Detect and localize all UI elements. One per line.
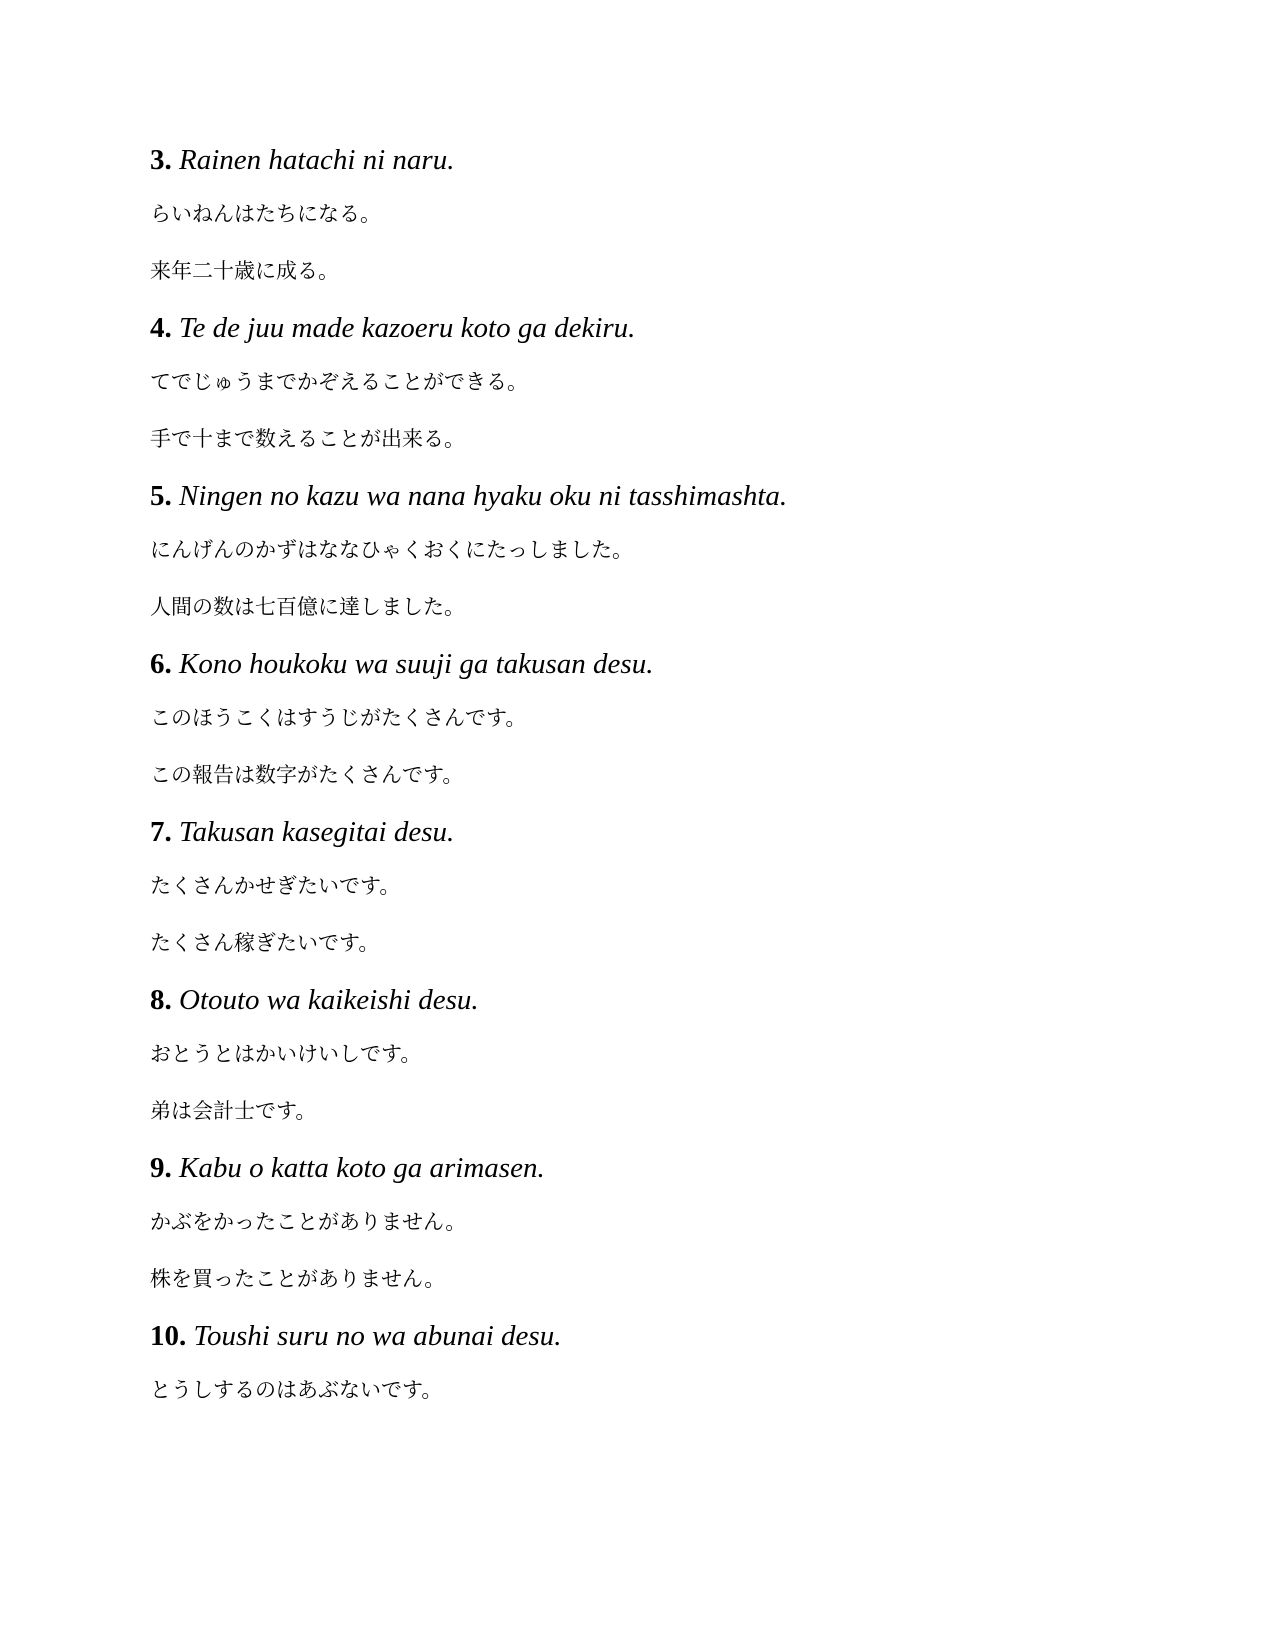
entry-romaji-line bbox=[150, 980, 1150, 1020]
entry-number: 5. bbox=[150, 480, 172, 512]
entry-kanji: この報告は数字がたくさんです。 bbox=[150, 763, 464, 787]
entry-kana: にんげんのかずはななひゃくおくにたっしました。 bbox=[150, 538, 633, 562]
entry-kana: おとうとはかいけいしです。 bbox=[150, 1042, 422, 1066]
entry-romaji: Takusan kasegitai desu. bbox=[179, 816, 455, 848]
entry-number: 7. bbox=[150, 816, 172, 848]
entry-romaji: Toushi suru no wa abunai desu. bbox=[193, 1320, 562, 1352]
vocabulary-list bbox=[150, 140, 1150, 1404]
entry-8 bbox=[150, 980, 1150, 1125]
entry-kanji: 来年二十歳に成る。 bbox=[150, 259, 339, 283]
entry-romaji-line bbox=[150, 1148, 1150, 1188]
entry-romaji-line bbox=[150, 644, 1150, 684]
entry-6 bbox=[150, 644, 1150, 789]
entry-kanji: 株を買ったことがありません。 bbox=[150, 1267, 446, 1291]
entry-number: 3. bbox=[150, 144, 172, 176]
entry-kana: たくさんかせぎたいです。 bbox=[150, 874, 401, 898]
entry-kana: かぶをかったことがありません。 bbox=[150, 1210, 467, 1234]
entry-number: 6. bbox=[150, 648, 172, 680]
entry-7 bbox=[150, 812, 1150, 957]
entry-kana: てでじゅうまでかぞえることができる。 bbox=[150, 370, 528, 394]
entry-romaji-line bbox=[150, 308, 1150, 348]
entry-number: 10. bbox=[150, 1320, 187, 1352]
entry-4 bbox=[150, 308, 1150, 453]
entry-romaji-line bbox=[150, 476, 1150, 516]
entry-romaji-line bbox=[150, 1316, 1150, 1356]
entry-romaji-line bbox=[150, 812, 1150, 852]
entry-kanji: 弟は会計士です。 bbox=[150, 1099, 317, 1123]
entry-kanji: 手で十まで数えることが出来る。 bbox=[150, 427, 465, 451]
entry-romaji: Kono houkoku wa suuji ga takusan desu. bbox=[179, 648, 654, 680]
entry-romaji: Te de juu made kazoeru koto ga dekiru. bbox=[179, 312, 636, 344]
entry-kana: らいねんはたちになる。 bbox=[150, 202, 381, 226]
entry-10 bbox=[150, 1316, 1150, 1404]
entry-kana: とうしするのはあぶないです。 bbox=[150, 1378, 443, 1402]
entry-3 bbox=[150, 140, 1150, 285]
entry-kanji: たくさん稼ぎたいです。 bbox=[150, 931, 380, 955]
entry-5 bbox=[150, 476, 1150, 621]
entry-romaji: Otouto wa kaikeishi desu. bbox=[179, 984, 479, 1016]
entry-number: 8. bbox=[150, 984, 172, 1016]
entry-number: 4. bbox=[150, 312, 172, 344]
entry-kanji: 人間の数は七百億に達しました。 bbox=[150, 595, 465, 619]
entry-romaji: Ningen no kazu wa nana hyaku oku ni tasshimashta. bbox=[179, 480, 788, 512]
entry-romaji: Rainen hatachi ni naru. bbox=[179, 144, 455, 176]
entry-number: 9. bbox=[150, 1152, 172, 1184]
entry-romaji-line bbox=[150, 140, 1150, 180]
entry-kana: このほうこくはすうじがたくさんです。 bbox=[150, 706, 527, 730]
entry-romaji: Kabu o katta koto ga arimasen. bbox=[179, 1152, 545, 1184]
entry-9 bbox=[150, 1148, 1150, 1293]
